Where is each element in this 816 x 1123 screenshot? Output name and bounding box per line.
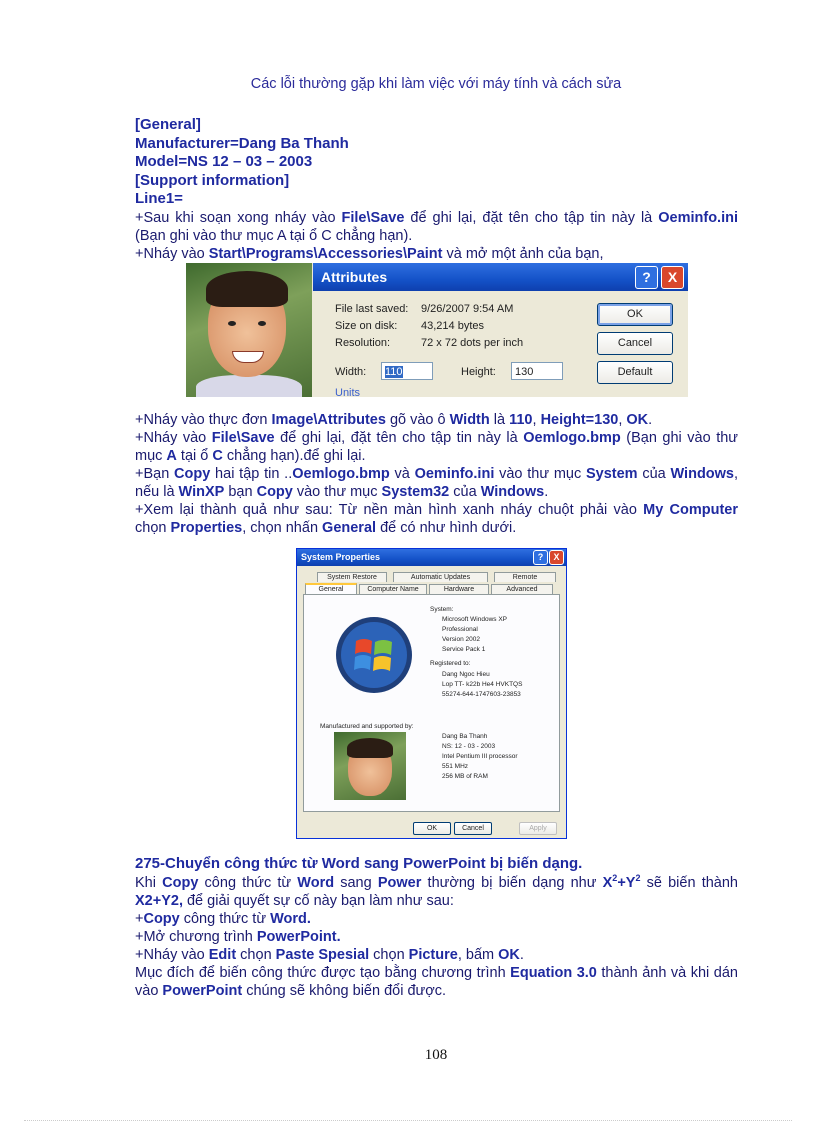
cancel-button[interactable]: Cancel (597, 332, 673, 355)
system-line: Version 2002 (442, 636, 480, 643)
ini-line: Model=NS 12 – 03 – 2003 (135, 153, 313, 170)
ini-line: Manufacturer=Dang Ba Thanh (135, 134, 349, 152)
size-label: Size on disk: (335, 320, 398, 332)
help-icon[interactable]: ? (533, 550, 548, 565)
manufacturer-line: Intel Pentium III processor (442, 753, 518, 760)
manufacturer-line: Dang Ba Thanh (442, 733, 488, 740)
ok-button[interactable]: OK (413, 822, 451, 835)
size-value: 43,214 bytes (421, 320, 484, 332)
height-input[interactable]: 130 (511, 362, 563, 380)
resolution-value: 72 x 72 dots per inch (421, 337, 524, 349)
manufacturer-line: 551 MHz (442, 763, 469, 770)
default-button[interactable]: Default (597, 361, 673, 384)
paragraph-formula-problem: Khi Copy công thức từ Word sang Power thường bị biến dạng như $X^2+Y^2$ sẽ biến thành X2+Y2, để giải quyết sự cố này bạn làm như sau: (135, 872, 738, 909)
paragraph-save-oemlogo: +Nháy vào File\Save để ghi lại, đặt tên cho tập tin này là Oemlogo.bmp (Bạn ghi vào thư mục A tại ổ C chẳng hạn).để ghi lại. (135, 430, 738, 464)
title-bar (297, 549, 567, 566)
dialog-title: System Properties (301, 552, 381, 562)
registered-label: Registered to: (430, 660, 471, 667)
system-line: Professional (442, 626, 478, 633)
height-label: Height: (461, 366, 496, 378)
paragraph-step-open: +Mở chương trình PowerPoint. (135, 928, 341, 945)
system-properties-dialog (296, 548, 567, 839)
title-bar (313, 263, 688, 291)
registered-line: 55274-644-1747603-23853 (442, 691, 521, 698)
tab-remote[interactable]: Remote (494, 572, 556, 582)
close-icon[interactable]: X (549, 550, 564, 565)
cancel-button[interactable]: Cancel (454, 822, 492, 835)
file-last-saved-label: File last saved: (335, 303, 409, 315)
tab-automatic-updates[interactable]: Automatic Updates (393, 572, 488, 582)
manufactured-label: Manufactured and supported by: (320, 723, 414, 730)
paragraph-copy-files: +Bạn Copy hai tập tin ..Oemlogo.bmp và Oeminfo.ini vào thư mục System của Windows, nếu là WinXP bạn Copy vào thư mục System32 của Windows. (135, 466, 739, 500)
footer-divider (24, 1120, 792, 1121)
windows-logo-icon (334, 615, 414, 695)
section-title: 275-Chuyển công thức từ Word sang PowerPoint bị biến dạng. (135, 855, 583, 872)
ok-button[interactable]: OK (597, 303, 673, 326)
ini-block (135, 116, 738, 263)
ini-line: [General] (135, 116, 201, 133)
system-line: Service Pack 1 (442, 646, 486, 653)
system-line: Microsoft Windows XP (442, 616, 508, 623)
tab-computer-name[interactable]: Computer Name (359, 584, 427, 594)
paragraph-save-oeminfo: +Sau khi soạn xong nháy vào File\Save để ghi lại, đặt tên cho tập tin này là Oeminfo.ini (Bạn ghi vào thư mục A tại ổ C chẳng hạn). (135, 209, 738, 244)
registered-line: Dang Ngoc Hieu (442, 671, 490, 678)
child-photo (186, 263, 312, 397)
paragraph-image-attributes: +Nháy vào thực đơn Image\Attributes gõ vào ô Width là 110, Height=130, OK. (135, 412, 653, 428)
tab-advanced[interactable]: Advanced (491, 584, 553, 594)
page-header: Các lỗi thường gặp khi làm việc với máy tính và cách sửa (250, 76, 622, 92)
resolution-label: Resolution: (335, 337, 391, 349)
page-number: 108 (424, 1047, 448, 1063)
ini-line: [Support information] (135, 171, 290, 189)
tab-general[interactable]: General (305, 583, 357, 595)
help-icon[interactable]: ? (635, 266, 658, 289)
attributes-screenshot (186, 263, 688, 397)
apply-button[interactable]: Apply (519, 822, 557, 835)
paragraph-purpose: Mục đích để biến công thức được tạo bằng chương trình Equation 3.0 thành ảnh và khi dán vào PowerPoint chúng sẽ không biến đổi được. (135, 964, 738, 999)
bottom-text (135, 855, 738, 1000)
general-panel (303, 594, 560, 812)
paragraph-step-paste: +Nháy vào Edit chọn Paste Spesial chọn Picture, bấm OK. (135, 946, 524, 963)
width-input[interactable]: 110 (381, 362, 433, 380)
attributes-dialog (313, 263, 688, 397)
tab-hardware[interactable]: Hardware (429, 584, 489, 594)
oem-logo-image (334, 732, 406, 800)
manufacturer-line: NS: 12 - 03 - 2003 (442, 743, 496, 750)
tab-system-restore[interactable]: System Restore (317, 572, 387, 582)
close-icon[interactable]: X (661, 266, 684, 289)
file-last-saved-value: 9/26/2007 9:54 AM (421, 303, 514, 315)
paragraph-step-copy: +Copy công thức từ Word. (135, 910, 311, 927)
system-label: System: (430, 606, 454, 613)
units-group-label: Units (335, 387, 361, 397)
middle-text (135, 411, 738, 537)
paragraph-open-paint: +Nháy vào Start\Programs\Accessories\Paint và mở một ảnh của bạn, (135, 245, 604, 262)
width-label: Width: (335, 366, 367, 378)
ini-line: Line1= (135, 190, 183, 207)
dialog-title: Attributes (321, 269, 388, 285)
registered-line: Lop TT- k22b He4 HVKTQS (442, 681, 523, 688)
paragraph-view-result: +Xem lại thành quả như sau: Từ nền màn hình xanh nháy chuột phải vào My Computer chọn Properties, chọn nhấn General để có như hình dưới. (135, 502, 738, 536)
manufacturer-line: 256 MB of RAM (442, 773, 488, 780)
